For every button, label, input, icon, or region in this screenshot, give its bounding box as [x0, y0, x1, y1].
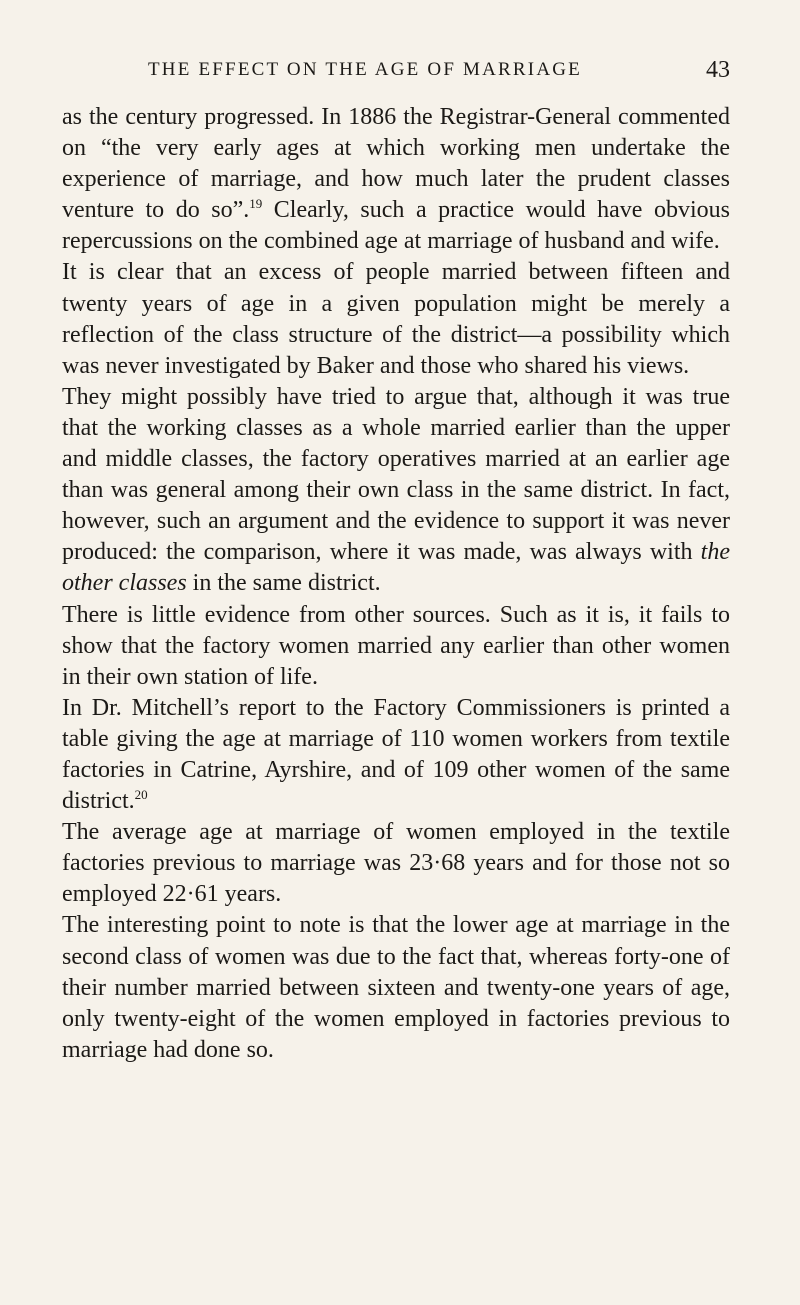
paragraph-1-text-b: Clearly, such a practice would have obvious repercussions on the combined age at marriage of husband and wife.: [62, 197, 730, 255]
body-text: [62, 102, 730, 1066]
paragraph-4: There is little evidence from other sources. Such as it is, it fails to show that the factory women married any earlier than other women in their own station of life.: [62, 601, 730, 690]
page-number: 43: [706, 57, 730, 83]
paragraph-1-text-a: as the century progressed. In 1886 the Registrar-General commented on “the very early ages at which working men undertake the experience of marriage, and how much later the prudent classes venture to do so”.: [62, 104, 730, 224]
running-head: [62, 52, 730, 92]
paragraph-2: It is clear that an excess of people married between fifteen and twenty years of age in a given population might be merely a reflection of the class structure of the district—a possibility which was never investigated by Baker and those who shared his views.: [62, 259, 730, 379]
footnote-ref-19: 19: [249, 196, 263, 212]
paragraph-5: [62, 693, 730, 817]
running-title: THE EFFECT ON THE AGE OF MARRIAGE: [148, 59, 582, 80]
paragraph-1: [62, 102, 730, 257]
paragraph-6: The average age at marriage of women employed in the textile factories previous to marriage was 23·68 years and for those not so employed 22·61 years.: [62, 819, 730, 908]
paragraph-3-text-a: They might possibly have tried to argue that, although it was true that the working classes as a whole married earlier than the upper and middle classes, the factory operatives married at an earlier age than was general among their own class in the same district. In fact, however, such an argument and the evidence to support it was never produced: the comparison, where it was made, was always with: [62, 383, 730, 566]
paragraph-3: [62, 382, 730, 600]
footnote-ref-20: 20: [134, 787, 148, 803]
paragraph-3-emphasis: the other classes: [62, 539, 730, 597]
book-page: [62, 52, 730, 1066]
paragraph-5-text: In Dr. Mitchell’s report to the Factory Commissioners is printed a table giving the age at marriage of 110 women workers from textile factories in Catrine, Ayrshire, and of 109 other women of the same district.: [62, 694, 730, 815]
paragraph-3-text-b: in the same district.: [186, 570, 381, 597]
paragraph-7: The interesting point to note is that the lower age at marriage in the second class of women was due to the fact that, whereas forty-one of their number married between sixteen and twenty-one years of age, only twenty-eight of the women employed in factories previous to marriage had done so.: [62, 912, 730, 1063]
